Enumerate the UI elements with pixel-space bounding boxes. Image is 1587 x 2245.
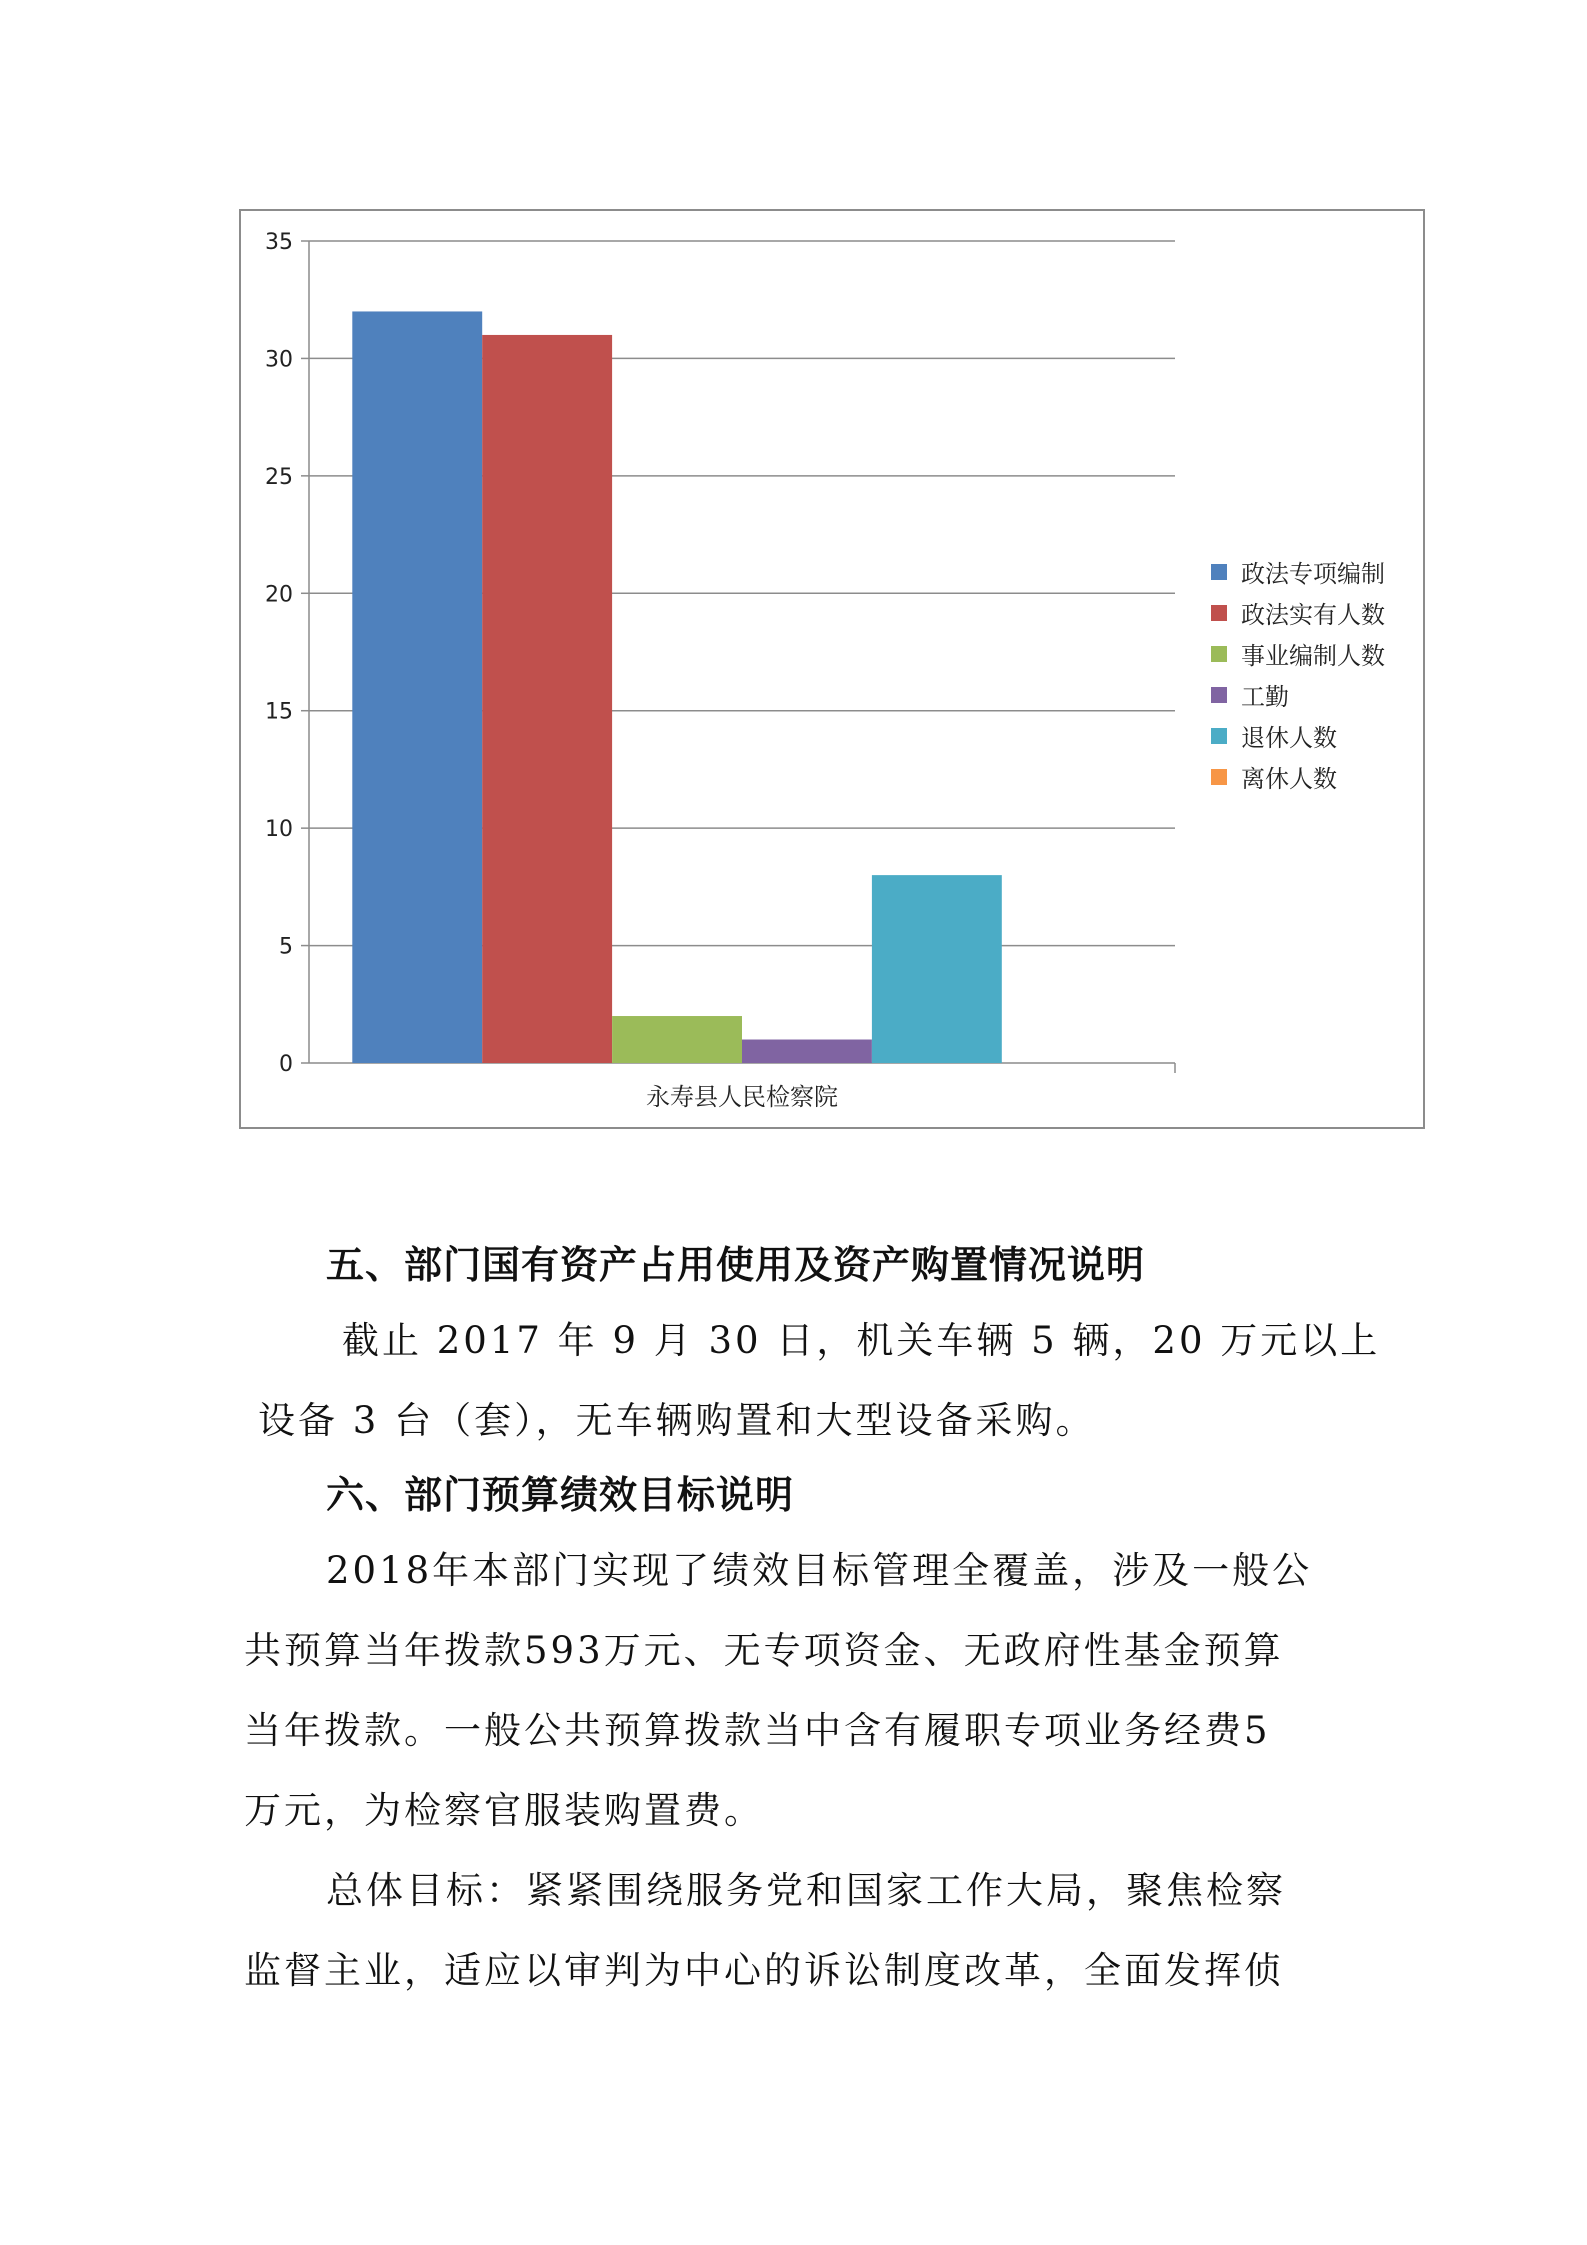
legend-item-3: [1211, 674, 1385, 715]
section-6-heading: 六、部门预算绩效目标说明: [326, 1473, 795, 1517]
legend-label-1: 政法实有人数: [1241, 601, 1385, 629]
y-tick-label-3: 15: [265, 699, 293, 725]
bar-1: [482, 335, 612, 1063]
legend-label-2: 事业编制人数: [1241, 642, 1385, 670]
y-tick-label-4: 20: [265, 582, 293, 608]
legend-swatch-2: [1211, 646, 1227, 662]
section-6-line-5: 总体目标：紧紧围绕服务党和国家工作大局，聚焦检察: [326, 1869, 1286, 1912]
legend-swatch-1: [1211, 605, 1227, 621]
staffing-bar-chart: [239, 209, 1425, 1129]
legend-item-2: [1211, 633, 1385, 674]
legend-swatch-4: [1211, 728, 1227, 744]
legend-label-5: 离休人数: [1241, 765, 1337, 793]
section-5-line-2: 设备 3 台（套），无车辆购置和大型设备采购。: [258, 1399, 1096, 1442]
y-tick-label-7: 35: [265, 230, 293, 255]
section-5-line-1: 截止 2017 年 9 月 30 日，机关车辆 5 辆，20 万元以上: [342, 1319, 1381, 1362]
legend-item-4: [1211, 715, 1385, 756]
y-tick-label-1: 5: [279, 934, 293, 960]
section-6-line-3: 当年拨款。一般公共预算拨款当中含有履职专项业务经费5: [244, 1709, 1271, 1752]
bar-2: [612, 1016, 742, 1063]
y-tick-label-0: 0: [279, 1052, 293, 1077]
chart-legend: [1211, 551, 1385, 797]
bar-4: [872, 875, 1002, 1063]
legend-swatch-5: [1211, 769, 1227, 785]
y-tick-label-6: 30: [265, 347, 293, 373]
legend-item-5: [1211, 756, 1385, 797]
legend-label-3: 工勤: [1241, 683, 1289, 711]
legend-item-1: [1211, 592, 1385, 633]
legend-swatch-0: [1211, 564, 1227, 580]
bar-0: [352, 311, 482, 1063]
legend-label-4: 退休人数: [1241, 724, 1337, 752]
legend-label-0: 政法专项编制: [1241, 560, 1385, 588]
section-6-line-1: 2018年本部门实现了绩效目标管理全覆盖，涉及一般公: [326, 1549, 1313, 1592]
legend-swatch-3: [1211, 687, 1227, 703]
section-6-line-2: 共预算当年拨款593万元、无专项资金、无政府性基金预算: [244, 1629, 1284, 1672]
bar-3: [742, 1040, 872, 1063]
y-tick-label-2: 10: [265, 817, 293, 843]
section-6-line-6: 监督主业，适应以审判为中心的诉讼制度改革，全面发挥侦: [244, 1949, 1284, 1992]
section-5-heading: 五、部门国有资产占用使用及资产购置情况说明: [326, 1243, 1146, 1287]
section-6-line-4: 万元，为检察官服装购置费。: [244, 1789, 764, 1832]
legend-item-0: [1211, 551, 1385, 592]
y-tick-label-5: 25: [265, 464, 293, 490]
x-category-label-0: 永寿县人民检察院: [646, 1083, 838, 1111]
